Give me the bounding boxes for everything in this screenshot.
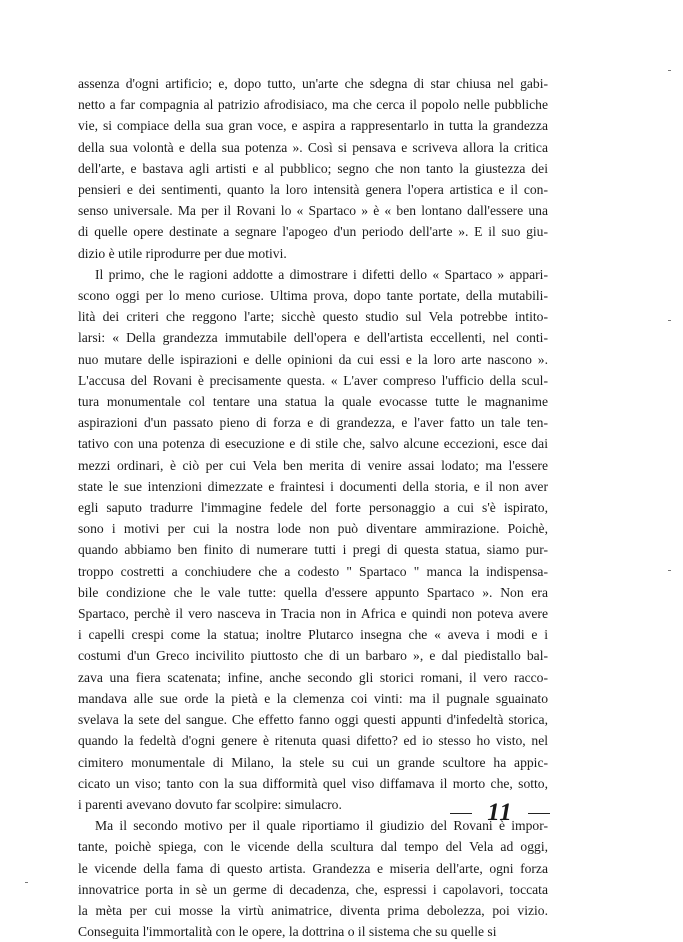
page-number-footer xyxy=(450,796,550,830)
text-line: zava una fiera scatenata; infine, anche secondo gli storici romani, il vero racco- xyxy=(78,669,548,685)
paragraph-3 xyxy=(78,815,548,942)
text-line: dell'arte, e bastava agli artisti e al pubblico; segno che non tanto la giustezza dei xyxy=(78,160,548,176)
text-line: cimitero monumentale di Milano, la stele su cui un grande scultore ha appic- xyxy=(78,754,548,770)
text-line: vie, si compiace della sua gran voce, e aspira a rappresentarlo in tutta la grandezza xyxy=(78,118,548,134)
margin-mark xyxy=(668,70,671,71)
margin-mark xyxy=(668,320,671,321)
text-line: della sua volontà e della sua potenza ». Così si pensava e scriveva allora la critica xyxy=(78,139,548,155)
text-line: dizio è utile riprodurre per due motivi. xyxy=(78,245,287,261)
text-line: i parenti avevano dovuto far scolpire: simulacro. xyxy=(78,796,342,812)
text-line: tante, poichè spiega, con le vicende della scultura dal tempo del Vela ad oggi, xyxy=(78,839,548,855)
text-line: egli saputo tradurre l'immagine fedele del forte personaggio a cui s'è ispirato, xyxy=(78,500,548,516)
text-line: L'accusa del Rovani è precisamente questa. « L'aver compreso l'ufficio della scul- xyxy=(78,372,548,388)
text-line: sono i motivi per cui la nostra lode non può diventare ammirazione. Poichè, xyxy=(78,521,548,537)
text-line: Il primo, che le ragioni addotte a dimostrare i difetti dello « Spartaco » appari- xyxy=(95,266,548,282)
text-line: svelava la sete del sangue. Che effetto fanno oggi questi appunti d'infedeltà storica, xyxy=(78,712,548,728)
paragraph-1 xyxy=(78,73,548,264)
text-line: troppo costretti a conchiudere che a codesto " Spartaco " manca la indispensa- xyxy=(78,563,548,579)
text-line: netto a far compagnia al patrizio afrodisiaco, ma che cerca il popolo nelle pubbliche xyxy=(78,97,548,113)
text-line: costumi d'un Greco incivilito piuttosto che di un barbaro », e dal piedistallo bal- xyxy=(78,648,548,664)
text-line: tura monumentale col tentare una statua la quale evocasse tutte le magnanime xyxy=(78,394,548,410)
text-line: Conseguita l'immortalità con le opere, la dottrina o il sistema che su quelle si xyxy=(78,924,497,940)
text-line: di quelle opere destinate a segnare l'apogeo d'un periodo dell'arte ». E il suo giu- xyxy=(78,224,548,240)
text-line: Spartaco, perchè il vero nasceva in Tracia non in Africa e quindi non poteva avere xyxy=(78,606,548,622)
text-line: pensieri e dei sentimenti, quanto la loro intensità genera l'opera artistica e il con- xyxy=(78,182,548,198)
text-line: scono oggi per lo meno curiose. Ultima prova, dopo tante portate, della mutabili- xyxy=(78,288,548,304)
margin-mark xyxy=(25,882,28,883)
text-line: mezzi ordinari, è ciò per cui Vela ben merita di venire assai lodato; ma l'essere xyxy=(78,457,548,473)
folio-dash-right xyxy=(528,813,550,814)
text-line: quando la fedeltà d'ogni genere è ritenuta quasi difetto? ed io stesso ho visto, nel xyxy=(78,733,548,749)
text-line: le vicende della fama di questo artista. Grandezza e miseria dell'arte, ogni forza xyxy=(78,860,548,876)
text-line: larsi: « Della grandezza immutabile dell'opera e dell'artista eccellenti, nel conti- xyxy=(78,330,548,346)
text-line: assenza d'ogni artificio; e, dopo tutto, un'arte che sdegna di star chiusa nel gabi- xyxy=(78,76,548,91)
text-line: Ma il secondo motivo per il quale riportiamo il giudizio del Rovani è impor- xyxy=(95,818,548,834)
text-line: nuo mutare delle ispirazioni e delle opinioni da cui essi e la loro arte nascono ». xyxy=(78,351,548,367)
text-line: bile condizione che le vale tutte: quella d'essere appunto Spartaco ». Non era xyxy=(78,584,548,600)
text-line: cicato un viso; tanto con la sua difformità quel viso diffamava il morto che, sotto, xyxy=(78,775,548,791)
margin-mark xyxy=(668,570,671,571)
paragraph-2 xyxy=(78,264,548,815)
text-line: quando abbiamo ben finito di numerare tutti i pregi di questa statua, siamo pur- xyxy=(78,542,548,558)
text-line: tativo con una potenza di esecuzione e di stile che, salvo alcune eccezioni, esce dai xyxy=(78,436,548,452)
text-line: senso universale. Ma per il Rovani lo « Spartaco » è « ben lontano dall'essere una xyxy=(78,203,548,219)
text-line: aspirazioni d'un passato pieno di forza e di grandezza, e l'aver fatto un tale ten- xyxy=(78,415,548,431)
text-line: mandava alle sue orde la pietà e la clemenza coi vinti: ma il pugnale sguainato xyxy=(78,690,548,706)
text-line: i capelli crespi come la statua; inoltre Plutarco insegna che « aveva i modi e i xyxy=(78,627,548,643)
text-line: innovatrice porta in sè un germe di decadenza, che, espressi i capolavori, toccata xyxy=(78,881,548,897)
folio-dash-left xyxy=(450,813,472,814)
text-line: state le sue intenzioni dimezzate e fraintesi i documenti della storia, e il non aver xyxy=(78,478,548,494)
text-line: lità dei criteri che reggono l'arte; sicchè questo studio sul Vela potrebbe intito- xyxy=(78,309,548,325)
text-line: la mèta per cui mosse la virtù animatrice, diventa prima debolezza, poi vizio. xyxy=(78,902,548,918)
page-number: 11 xyxy=(487,799,513,826)
